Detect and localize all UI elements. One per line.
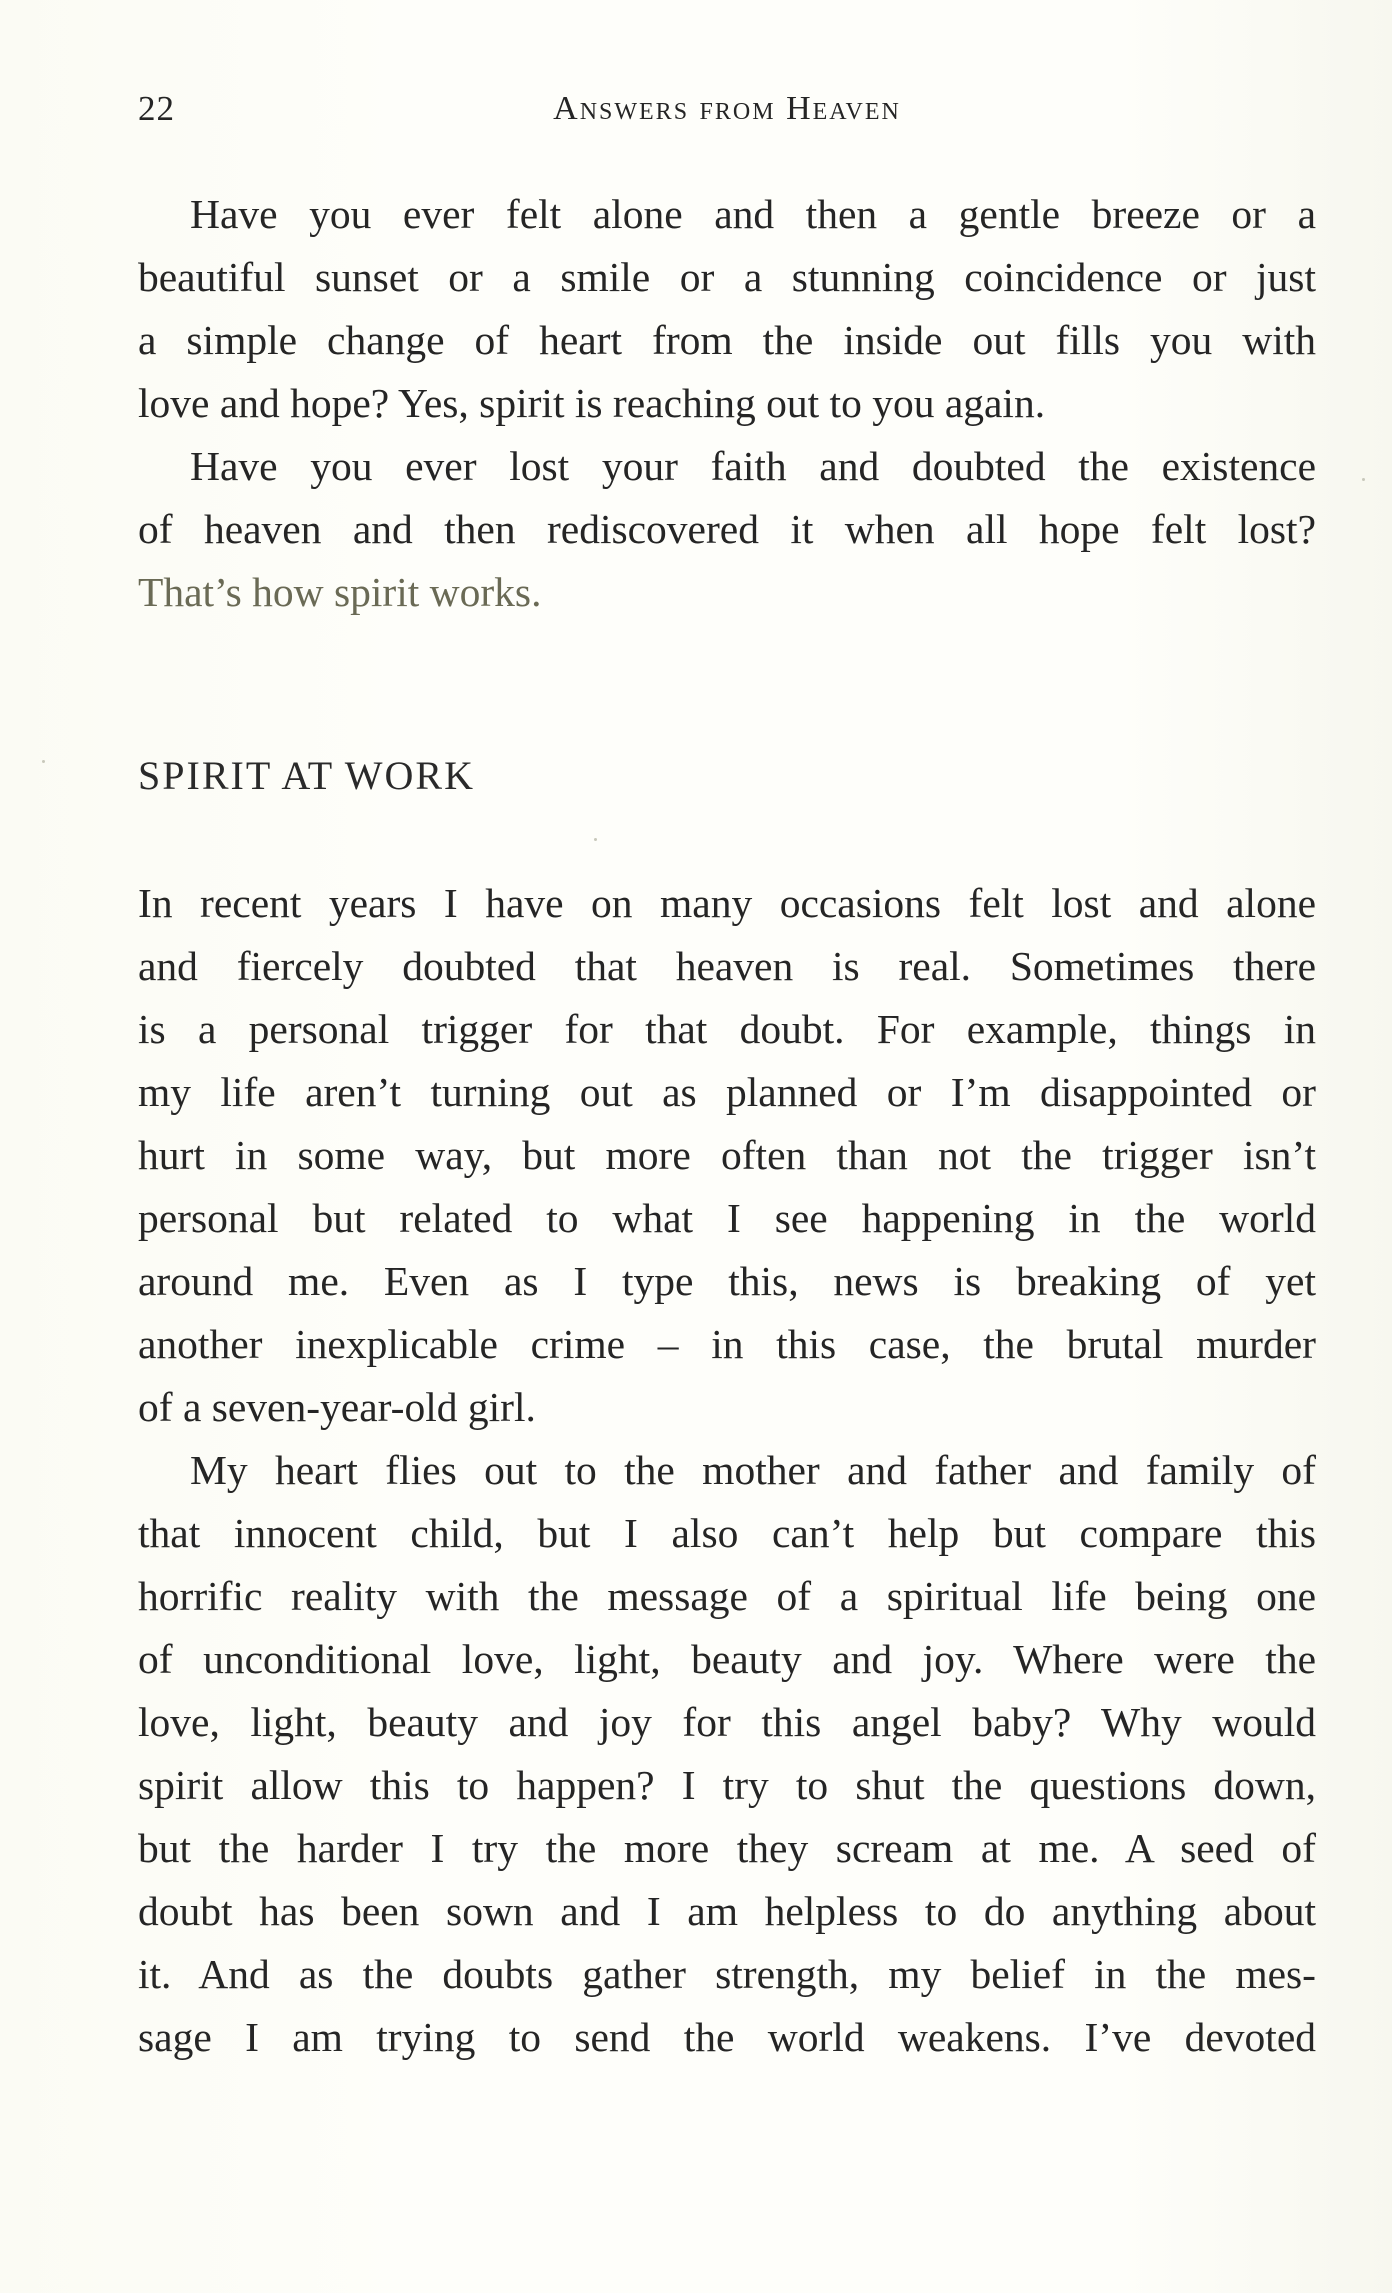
- text-line: spirit allow this to happen? I try to shut the questions down,: [138, 1762, 1316, 1808]
- section-paragraph-1: [138, 872, 1316, 1439]
- text-line: it. And as the doubts gather strength, my belief in the mes-: [138, 1951, 1316, 1997]
- running-head: [138, 84, 1316, 134]
- text-line: That’s how spirit works.: [138, 569, 542, 615]
- text-line: personal but related to what I see happening in the world: [138, 1195, 1316, 1241]
- paper-speck: [42, 760, 45, 763]
- text-line: beautiful sunset or a smile or a stunning coincidence or just: [138, 254, 1316, 300]
- text-line: hurt in some way, but more often than not the trigger isn’t: [138, 1132, 1316, 1178]
- text-line: my life aren’t turning out as planned or I’m disappointed or: [138, 1069, 1316, 1115]
- text-line: of unconditional love, light, beauty and joy. Where were the: [138, 1636, 1316, 1682]
- page-number: 22: [138, 89, 175, 128]
- text-line: In recent years I have on many occasions felt lost and alone: [138, 880, 1316, 926]
- text-line: Have you ever felt alone and then a gentle breeze or a: [190, 191, 1316, 237]
- text-line: Have you ever lost your faith and doubted the existence: [190, 443, 1316, 489]
- text-line: horrific reality with the message of a spiritual life being one: [138, 1573, 1316, 1619]
- text-line: My heart flies out to the mother and father and family of: [190, 1447, 1316, 1493]
- section-paragraph-2: [138, 1439, 1316, 2069]
- section-heading: SPIRIT AT WORK: [138, 753, 475, 798]
- text-line: doubt has been sown and I am helpless to do anything about: [138, 1888, 1316, 1934]
- text-line: sage I am trying to send the world weakens. I’ve devoted: [138, 2014, 1316, 2060]
- intro-paragraph-1: [138, 183, 1316, 435]
- paper-speck: [1362, 478, 1365, 481]
- paper-speck: [594, 838, 597, 841]
- text-line: of a seven-year-old girl.: [138, 1384, 536, 1430]
- text-line: around me. Even as I type this, news is breaking of yet: [138, 1258, 1316, 1304]
- text-line: a simple change of heart from the inside out fills you with: [138, 317, 1316, 363]
- text-line: is a personal trigger for that doubt. For example, things in: [138, 1006, 1316, 1052]
- book-title: Answers from Heaven: [553, 90, 901, 127]
- intro-paragraph-2: [138, 435, 1316, 624]
- text-line: of heaven and then rediscovered it when all hope felt lost?: [138, 506, 1316, 552]
- text-line: another inexplicable crime – in this case, the brutal murder: [138, 1321, 1316, 1367]
- text-line: and fiercely doubted that heaven is real. Sometimes there: [138, 943, 1316, 989]
- text-line: but the harder I try the more they scream at me. A seed of: [138, 1825, 1316, 1871]
- text-line: love, light, beauty and joy for this angel baby? Why would: [138, 1699, 1316, 1745]
- text-line: love and hope? Yes, spirit is reaching out to you again.: [138, 380, 1046, 426]
- text-line: that innocent child, but I also can’t help but compare this: [138, 1510, 1316, 1556]
